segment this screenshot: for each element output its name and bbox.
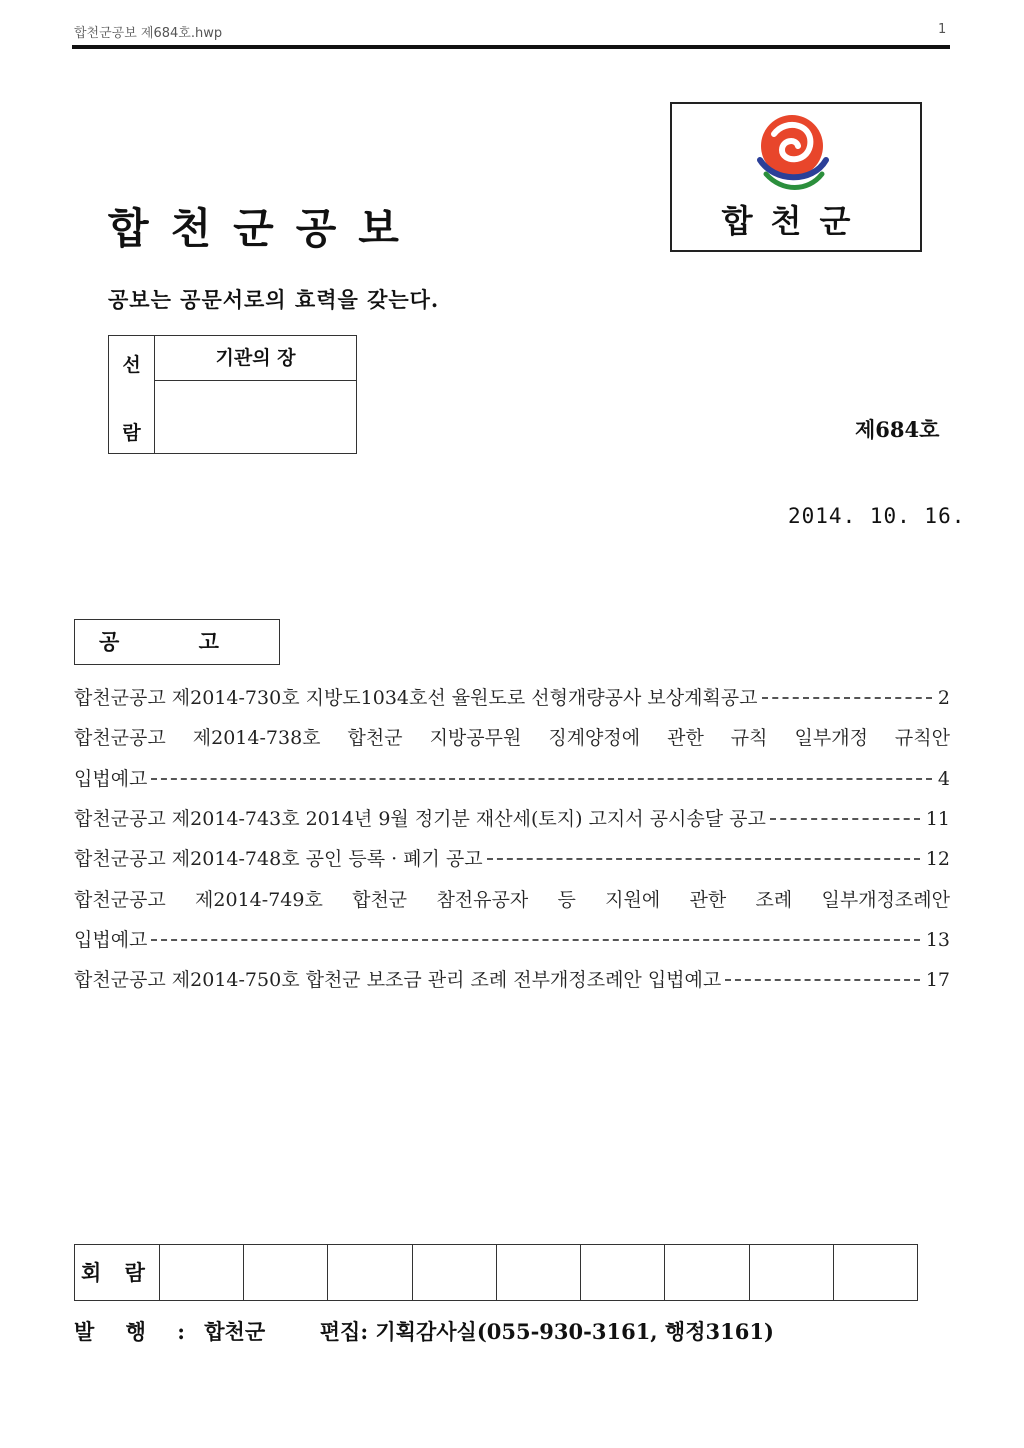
header-rule — [72, 45, 950, 49]
review-table — [108, 335, 357, 454]
toc-entry-text: 합천군공고 제2014-748호 공인 등록 · 폐기 공고 — [74, 848, 483, 871]
circulation-cell — [244, 1245, 328, 1300]
header-filename: 합천군공보 제684호.hwp — [74, 26, 223, 41]
circulation-cell — [750, 1245, 834, 1300]
review-side-top: 선 — [122, 354, 141, 376]
circulation-label: 회 람 — [75, 1245, 160, 1300]
page-subtitle: 공보는 공문서로의 효력을 갖는다. — [108, 287, 440, 312]
toc-entry-text: 합천군공고 제2014-749호 합천군 참전유공자 등 지원에 관한 조례 일부개정조례안 — [74, 888, 950, 911]
circulation-cell — [665, 1245, 749, 1300]
toc-entry-text: 합천군공고 제2014-730호 지방도1034호선 율원도로 선형개량공사 보상계획공고 — [74, 687, 758, 710]
toc-leader — [762, 697, 932, 699]
toc-entry-page: 17 — [925, 969, 950, 992]
toc-entry-page: 4 — [937, 767, 950, 790]
toc-entry-text: 합천군공고 제2014-738호 합천군 지방공무원 징계양정에 관한 규칙 일부개정 규칙안 — [74, 727, 950, 750]
publisher-name: 합천군 — [204, 1319, 266, 1344]
toc-entry-page: 11 — [925, 808, 950, 831]
toc-entry[interactable] — [74, 879, 950, 919]
toc-leader — [151, 778, 931, 780]
hapcheon-emblem-icon — [752, 112, 836, 202]
circulation-cell — [834, 1245, 917, 1300]
review-side-column — [109, 336, 155, 453]
toc-entry[interactable] — [74, 839, 950, 879]
toc-leader — [487, 858, 920, 860]
circulation-cell — [328, 1245, 412, 1300]
toc-entry[interactable] — [74, 718, 950, 758]
circulation-cell — [160, 1245, 244, 1300]
toc-entry-text: 입법예고 — [74, 767, 148, 790]
toc-entry-text: 합천군공고 제2014-743호 2014년 9월 정기분 재산세(토지) 고지서 공시송달 공고 — [74, 808, 766, 831]
review-side-bottom: 람 — [122, 422, 141, 444]
publication-info — [74, 1316, 774, 1346]
circulation-cell — [413, 1245, 497, 1300]
toc-leader — [725, 979, 920, 981]
header-page-number: 1 — [938, 22, 947, 37]
toc-entry[interactable] — [74, 799, 950, 839]
toc-entry-text: 입법예고 — [74, 928, 148, 951]
toc-entry-continuation[interactable] — [74, 759, 950, 799]
publisher-label: 발 행 : — [74, 1319, 197, 1344]
toc-entry-continuation[interactable] — [74, 920, 950, 960]
circulation-cell — [497, 1245, 581, 1300]
review-header: 기관의 장 — [155, 336, 356, 381]
toc-entry[interactable] — [74, 960, 950, 1000]
toc-leader — [151, 939, 919, 941]
page-title: 합천군공보 — [108, 204, 421, 253]
toc-entry-page: 13 — [925, 928, 950, 951]
toc-leader — [770, 818, 920, 820]
toc-entry-page: 12 — [925, 848, 950, 871]
circulation-table — [74, 1244, 918, 1301]
toc-entry-page: 2 — [937, 687, 950, 710]
logo-text: 합천군 — [721, 202, 869, 240]
notice-section-title: 공 고 — [74, 619, 280, 665]
editor-info: 편집: 기획감사실(055-930-3161, 행정3161) — [319, 1319, 774, 1344]
circulation-cell — [581, 1245, 665, 1300]
issue-date: 2014. 10. 16. — [788, 504, 966, 528]
table-of-contents — [74, 678, 950, 1000]
toc-entry[interactable] — [74, 678, 950, 718]
toc-entry-text: 합천군공고 제2014-750호 합천군 보조금 관리 조례 전부개정조례안 입법예고 — [74, 969, 722, 992]
issue-number: 제684호 — [855, 417, 940, 442]
